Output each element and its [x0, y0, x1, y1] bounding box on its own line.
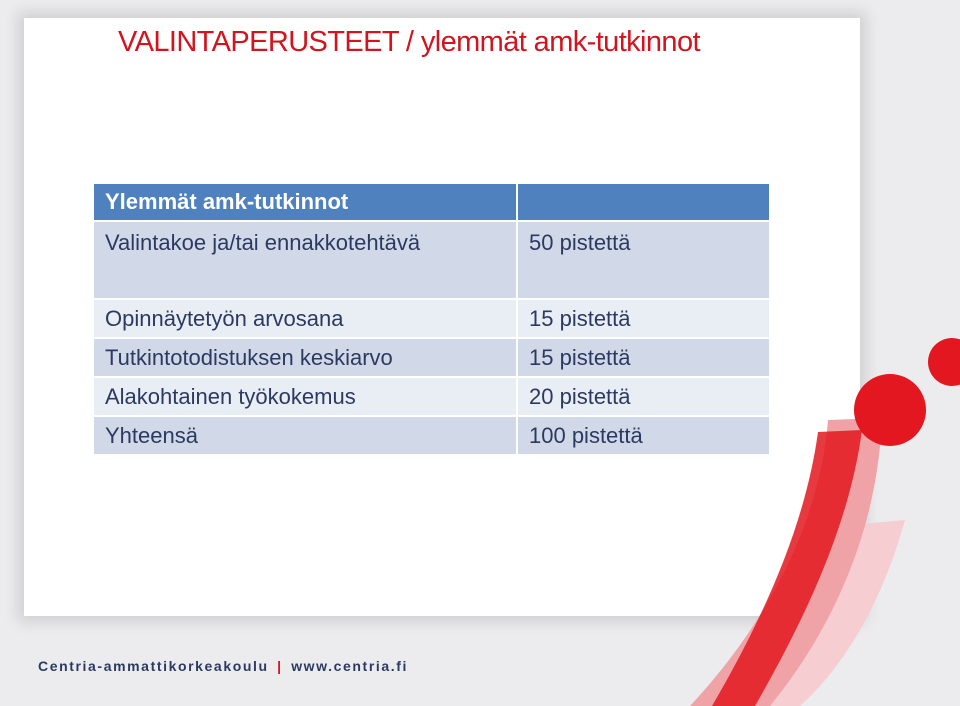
slide-title: VALINTAPERUSTEET / ylemmät amk-tutkinnot	[118, 26, 700, 58]
points-cell: 15 pistettä	[517, 299, 770, 338]
criterion-cell: Tutkintotodistuksen keskiarvo	[93, 338, 517, 377]
points-cell: 100 pistettä	[517, 416, 770, 455]
table-header-cell: Ylemmät amk-tutkinnot	[93, 183, 517, 221]
table-row	[93, 338, 770, 377]
criteria-table	[92, 182, 771, 456]
logo-dot-large	[854, 374, 926, 446]
criterion-cell: Yhteensä	[93, 416, 517, 455]
table-header-row	[93, 183, 770, 221]
points-cell: 20 pistettä	[517, 377, 770, 416]
table-row	[93, 221, 770, 299]
points-cell: 15 pistettä	[517, 338, 770, 377]
table-row	[93, 377, 770, 416]
table-header-cell	[517, 183, 770, 221]
table-row	[93, 299, 770, 338]
logo-dot-small	[928, 338, 960, 386]
footer-separator: |	[277, 658, 283, 674]
footer	[38, 658, 408, 674]
footer-url[interactable]: www.centria.fi	[291, 658, 408, 674]
footer-org: Centria-ammattikorkeakoulu	[38, 658, 269, 674]
points-cell: 50 pistettä	[517, 221, 770, 299]
criterion-cell: Opinnäytetyön arvosana	[93, 299, 517, 338]
table-row-total	[93, 416, 770, 455]
criterion-cell: Valintakoe ja/tai ennakkotehtävä	[93, 221, 517, 299]
criterion-cell: Alakohtainen työkokemus	[93, 377, 517, 416]
